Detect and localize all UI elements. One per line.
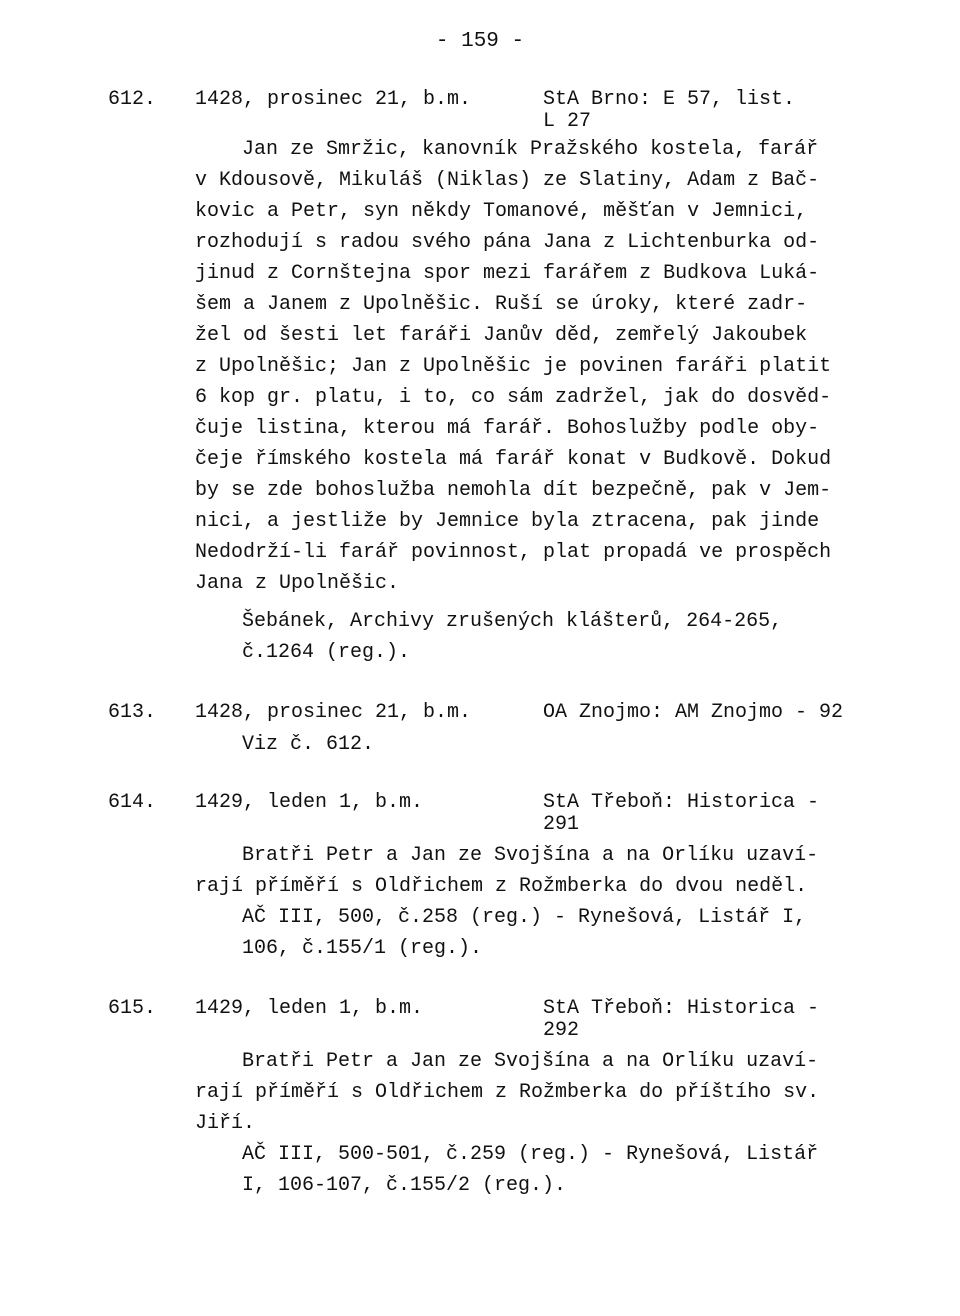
entry-archive: StA Třeboň: Historica - xyxy=(543,791,820,814)
entry-archive-signature: 292 xyxy=(543,1019,580,1042)
entry-archive: StA Brno: E 57, list. xyxy=(543,88,796,111)
entry-archive-signature: L 27 xyxy=(543,110,592,133)
abstract-line: jinud z Cornštejna spor mezi farářem z Budkova Luká- xyxy=(195,262,820,285)
cross-reference: Viz č. 612. xyxy=(242,733,375,756)
literature-line: 106, č.155/1 (reg.). xyxy=(242,937,483,960)
abstract-line: rozhodují s radou svého pána Jana z Lichtenburka od- xyxy=(195,231,820,254)
abstract-line: Nedodrží-li farář povinnost, plat propadá ve prospěch xyxy=(195,541,832,564)
entry-date: 1428, prosinec 21, b.m. xyxy=(195,88,472,111)
entry-archive: StA Třeboň: Historica - xyxy=(543,997,820,1020)
abstract-line: rají příměří s Oldřichem z Rožmberka do dvou neděl. xyxy=(195,875,808,898)
abstract-line: Bratři Petr a Jan ze Svojšína a na Orlíku uzaví- xyxy=(242,844,819,867)
literature-line: AČ III, 500, č.258 (reg.) - Rynešová, Listář I, xyxy=(242,906,807,929)
abstract-line: žel od šesti let faráři Janův děd, zemřelý Jakoubek xyxy=(195,324,808,347)
abstract-line: 6 kop gr. platu, i to, co sám zadržel, jak do dosvěd- xyxy=(195,386,832,409)
entry-615-literature xyxy=(242,1139,882,1201)
entry-614-literature xyxy=(242,902,882,964)
abstract-line: nici, a jestliže by Jemnice byla ztracena, pak jinde xyxy=(195,510,820,533)
abstract-line: v Kdousově, Mikuláš (Niklas) ze Slatiny, Adam z Bač- xyxy=(195,169,820,192)
entry-612-literature xyxy=(242,606,882,668)
abstract-line: z Upolněšic; Jan z Upolněšic je povinen faráři platit xyxy=(195,355,832,378)
literature-line: AČ III, 500-501, č.259 (reg.) - Rynešová, Listář xyxy=(242,1143,819,1166)
abstract-line: šem a Janem z Upolněšic. Ruší se úroky, které zadr- xyxy=(195,293,808,316)
abstract-line: Jiří. xyxy=(195,1112,256,1135)
entry-archive: OA Znojmo: AM Znojmo - 92 xyxy=(543,701,844,724)
entry-date: 1429, leden 1, b.m. xyxy=(195,997,424,1020)
abstract-line: kovic a Petr, syn někdy Tomanové, měšťan v Jemnici, xyxy=(195,200,808,223)
entry-615-abstract xyxy=(195,1046,875,1139)
entry-number: 613. xyxy=(108,701,157,724)
page-number: - 159 - xyxy=(435,30,525,53)
entry-612-abstract xyxy=(195,134,875,599)
abstract-line: čeje římského kostela má farář konat v Budkově. Dokud xyxy=(195,448,832,471)
entry-number: 615. xyxy=(108,997,157,1020)
abstract-line: čuje listina, kterou má farář. Bohoslužby podle oby- xyxy=(195,417,820,440)
literature-line: I, 106-107, č.155/2 (reg.). xyxy=(242,1174,567,1197)
literature-line: Šebánek, Archivy zrušených klášterů, 264-265, xyxy=(242,610,783,633)
entry-number: 614. xyxy=(108,791,157,814)
literature-line: č.1264 (reg.). xyxy=(242,641,411,664)
abstract-line: by se zde bohoslužba nemohla dít bezpečně, pak v Jem- xyxy=(195,479,832,502)
abstract-line: Jana z Upolněšic. xyxy=(195,572,400,595)
entry-613-note xyxy=(242,729,882,760)
entry-archive-signature: 291 xyxy=(543,813,580,836)
entry-number: 612. xyxy=(108,88,157,111)
entry-614-abstract xyxy=(195,840,875,902)
entry-date: 1428, prosinec 21, b.m. xyxy=(195,701,472,724)
abstract-line: rají příměří s Oldřichem z Rožmberka do příštího sv. xyxy=(195,1081,820,1104)
abstract-line: Bratři Petr a Jan ze Svojšína a na Orlíku uzaví- xyxy=(242,1050,819,1073)
abstract-line: Jan ze Smržic, kanovník Pražského kostela, farář xyxy=(242,138,819,161)
entry-date: 1429, leden 1, b.m. xyxy=(195,791,424,814)
